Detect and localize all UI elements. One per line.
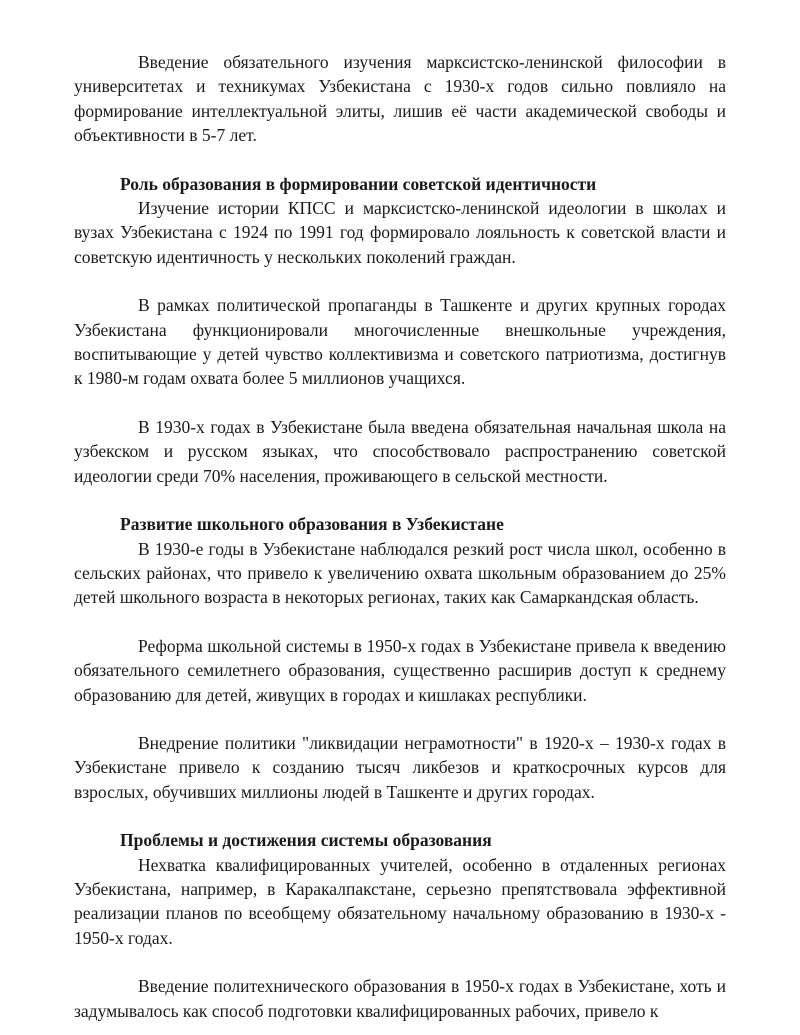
- paragraph-school-growth: В 1930-е годы в Узбекистане наблюдался резкий рост числа школ, особенно в сельских районах, что привело к увеличению охвата школьным образованием до 25% детей школьного возраста в некоторых регионах, таких как Самаркандская область.: [74, 538, 726, 608]
- paragraph-propaganda-institutions: В рамках политической пропаганды в Ташкенте и других крупных городах Узбекистана функционировали многочисленные внешкольные учреждения, воспитывающие у детей чувство коллективизма и советского патриотизма, достигнув к 1980-м годам охвата более 5 миллионов учащихся.: [74, 295, 726, 389]
- paragraph-teacher-shortage: Нехватка квалифицированных учителей, особенно в отдаленных регионах Узбекистана, например, в Каракалпакстане, серьезно препятствовала эффективной реализации планов по всеобщему обязательному начальному образованию в 1930-х - 1950-х годах.: [74, 854, 726, 948]
- paragraph-primary-school: В 1930-х годах в Узбекистане была введена обязательная начальная школа на узбекском и русском языках, что способствовало распространению советской идеологии среди 70% населения, проживающего в сельской местности.: [74, 416, 726, 486]
- document-page: [74, 50, 726, 1023]
- section-heading-school-development: Развитие школьного образования в Узбекистане: [120, 514, 504, 535]
- paragraph-polytechnic-education: Введение политехнического образования в 1950-х годах в Узбекистане, хоть и задумывалось как способ подготовки квалифицированных рабочих, привело к: [74, 976, 726, 1021]
- paragraph-seven-year-reform: Реформа школьной системы в 1950-х годах в Узбекистане привела к введению обязательного семилетнего образования, существенно расширив доступ к среднему образованию для детей, живущих в городах и кишлаках республики.: [74, 635, 726, 705]
- paragraph-marxist-philosophy: Введение обязательного изучения марксистско-ленинской философии в университетах и техникумах Узбекистана с 1930-х годов сильно повлияло на формирование интеллектуальной элиты, лишив её части академической свободы и объективности в 5-7 лет.: [74, 52, 726, 146]
- section-heading-soviet-identity: Роль образования в формировании советской идентичности: [120, 173, 597, 194]
- paragraph-cpsu-history: Изучение истории КПСС и марксистско-ленинской идеологии в школах и вузах Узбекистана с 1924 по 1991 год формировало лояльность к советской власти и советскую идентичность у нескольких поколений граждан.: [74, 198, 726, 267]
- paragraph-literacy-campaign: Внедрение политики "ликвидации неграмотности" в 1920-х – 1930-х годах в Узбекистане привело к созданию тысяч ликбезов и краткосрочных курсов для взрослых, обучивших миллионы людей в Ташкенте и других городах.: [74, 732, 726, 802]
- section-heading-problems-achievements: Проблемы и достижения системы образования: [120, 830, 492, 851]
